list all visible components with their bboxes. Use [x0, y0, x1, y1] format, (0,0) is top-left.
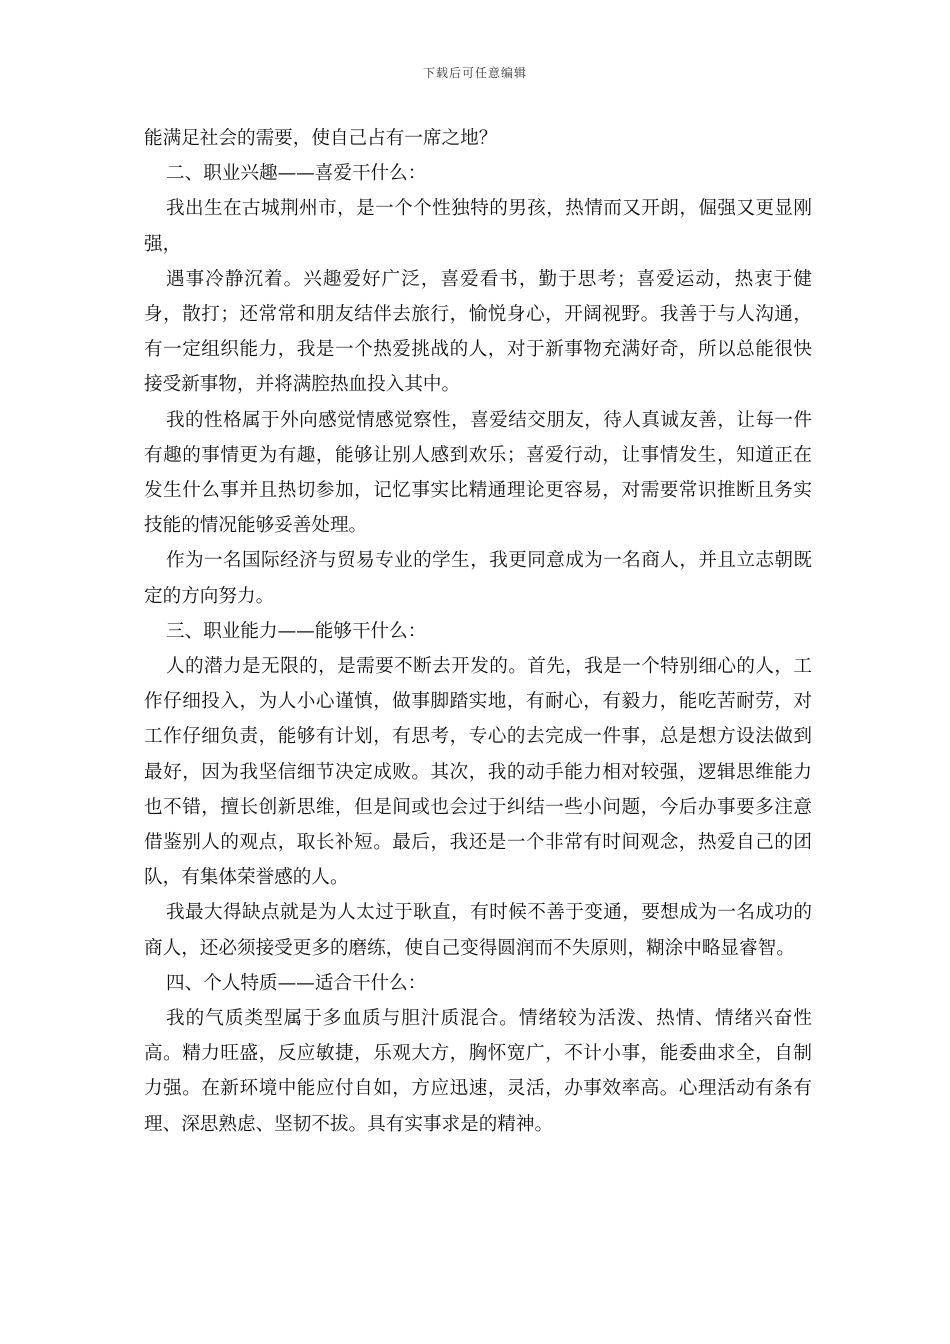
paragraph-temperament: 我的气质类型属于多血质与胆汁质混合。情绪较为活泼、热情、情绪兴奋性高。精力旺盛，反应敏捷，乐观大方，胸怀宽广，不计小事，能委曲求全，自制力强。在新环境中能应付自如，方应迅速，灵活，办事效率高。心理活动有条有理、深思熟虑、坚韧不拔。具有实事求是的精神。	[144, 1008, 812, 1135]
paragraph-continuation: 能满足社会的需要，使自己占有一席之地？	[144, 128, 498, 149]
page-header-note: 下载后可任意编辑	[422, 66, 527, 80]
paragraph-weakness: 我最大得缺点就是为人太过于耿直，有时候不善于变通，要想成为一名成功的商人，还必须接受更多的磨练，使自己变得圆润而不失原则，糊涂中略显睿智。	[144, 902, 812, 959]
section-heading-career-ability: 三、职业能力——能够干什么：	[166, 620, 427, 642]
paragraph-background: 我出生在古城荆州市，是一个个性独特的男孩，热情而又开朗，倔强又更显刚强，	[144, 198, 812, 255]
paragraph-personality: 我的性格属于外向感觉情感觉察性，喜爱结交朋友，待人真诚友善，让每一件有趣的事情更为有趣，能够让别人感到欢乐；喜爱行动，让事情发生，知道正在发生什么事并且热切参加，记忆事实比精通理论更容易，对需要常识推断且务实技能的情况能够妥善处理。	[144, 409, 812, 537]
section-heading-career-interest: 二、职业兴趣——喜爱干什么：	[166, 163, 427, 185]
paragraph-career-goal: 作为一名国际经济与贸易专业的学生，我更同意成为一名商人，并且立志朝既定的方向努力。	[144, 550, 812, 607]
document-body	[144, 121, 812, 1142]
section-heading-personal-traits: 四、个人特质——适合干什么：	[166, 972, 427, 994]
paragraph-hobbies: 遇事冷静沉着。兴趣爱好广泛，喜爱看书，勤于思考；喜爱运动，热衷于健身，散打；还常常和朋友结伴去旅行，愉悦身心，开阔视野。我善于与人沟通，有一定组织能力，我是一个热爱挑战的人，对于新事物充满好奇，所以总能很快接受新事物，并将满腔热血投入其中。	[144, 268, 812, 396]
paragraph-abilities: 人的潜力是无限的，是需要不断去开发的。首先，我是一个特别细心的人，工作仔细投入，为人小心谨慎，做事脚踏实地，有耐心，有毅力，能吃苦耐劳，对工作仔细负责，能够有计划，有思考，专心的去完成一件事，总是想方设法做到最好，因为我坚信细节决定成败。其次，我的动手能力相对较强，逻辑思维能力也不错，擅长创新思维，但是间或也会过于纠结一些小问题，今后办事要多注意借鉴别人的观点，取长补短。最后，我还是一个非常有时间观念，热爱自己的团队，有集体荣誉感的人。	[144, 656, 812, 889]
